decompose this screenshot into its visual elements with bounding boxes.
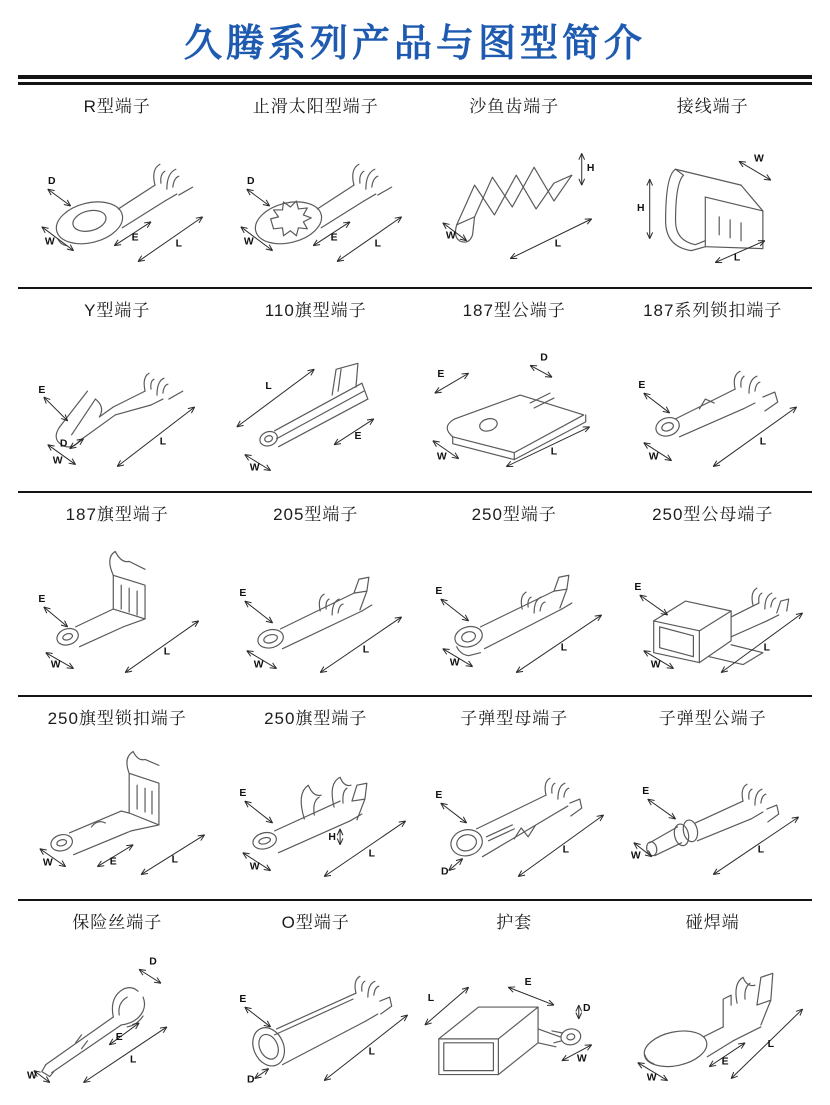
terminal-label: Y型端子 — [84, 289, 150, 321]
terminal-line-art — [18, 117, 217, 287]
svg-text:W: W — [648, 452, 658, 463]
terminal-drawing — [217, 729, 416, 899]
terminal-line-art — [614, 525, 813, 695]
svg-text:L: L — [160, 437, 167, 448]
terminal-line-art — [18, 321, 217, 491]
svg-text:W: W — [249, 862, 259, 873]
svg-text:W: W — [51, 660, 61, 671]
cell-110-flag-terminal — [217, 289, 416, 491]
terminal-drawing — [18, 525, 217, 695]
svg-text:W: W — [253, 660, 263, 671]
terminal-label: 子弹型公端子 — [659, 697, 767, 729]
svg-text:D: D — [246, 1075, 254, 1086]
terminal-line-art — [18, 933, 217, 1103]
svg-text:D: D — [583, 1003, 591, 1014]
svg-text:H: H — [587, 163, 595, 174]
svg-text:W: W — [650, 660, 660, 671]
terminal-label: 187型公端子 — [463, 289, 566, 321]
terminal-drawing — [415, 321, 614, 491]
terminal-label: 250型端子 — [472, 493, 557, 525]
svg-text:L: L — [176, 239, 183, 250]
terminal-drawing — [614, 117, 813, 287]
terminal-label: 187旗型端子 — [66, 493, 169, 525]
svg-text:W: W — [446, 231, 456, 242]
svg-text:E: E — [38, 385, 45, 396]
terminal-drawing — [614, 933, 813, 1103]
cell-250-terminal — [415, 493, 614, 695]
cell-205-terminal — [217, 493, 416, 695]
svg-text:L: L — [563, 845, 570, 856]
svg-text:D: D — [441, 867, 449, 878]
svg-text:E: E — [721, 1057, 728, 1068]
terminal-drawing — [614, 525, 813, 695]
svg-text:E: E — [525, 977, 532, 988]
svg-text:L: L — [362, 645, 369, 656]
terminal-label: 护套 — [496, 901, 532, 933]
terminal-line-art — [614, 321, 813, 491]
svg-text:W: W — [27, 1071, 37, 1082]
cell-250-piggyback-terminal — [614, 493, 813, 695]
svg-text:E: E — [638, 380, 645, 391]
terminal-line-art — [415, 933, 614, 1103]
svg-text:E: E — [437, 369, 444, 380]
terminal-line-art — [614, 933, 813, 1103]
terminal-label: 205型端子 — [273, 493, 358, 525]
svg-text:E: E — [132, 233, 139, 244]
svg-text:L: L — [733, 253, 740, 264]
terminal-drawing — [415, 729, 614, 899]
terminal-drawing — [18, 933, 217, 1103]
terminal-line-art — [415, 729, 614, 899]
svg-text:L: L — [374, 239, 381, 250]
svg-text:E: E — [239, 588, 246, 599]
terminal-label: 110旗型端子 — [265, 289, 367, 321]
svg-text:E: E — [642, 786, 649, 797]
terminal-drawing — [18, 729, 217, 899]
svg-text:D: D — [60, 439, 68, 450]
svg-text:W: W — [437, 452, 447, 463]
svg-text:H: H — [328, 832, 336, 843]
svg-text:E: E — [354, 431, 361, 442]
terminal-drawing — [415, 525, 614, 695]
cell-fuse-terminal — [18, 901, 217, 1103]
terminal-label: 止滑太阳型端子 — [253, 85, 379, 117]
cell-wiring-clip-terminal — [614, 85, 813, 287]
cell-250-flag-terminal — [217, 697, 416, 899]
cell-o-tube-terminal — [217, 901, 416, 1103]
cell-y-fork-terminal — [18, 289, 217, 491]
svg-text:E: E — [239, 788, 246, 799]
terminal-label: 子弹型母端子 — [460, 697, 568, 729]
svg-text:D: D — [540, 352, 548, 363]
svg-text:W: W — [53, 456, 63, 467]
title-divider-thick — [18, 75, 812, 79]
cell-187-male-terminal — [415, 289, 614, 491]
terminal-label: 250旗型端子 — [264, 697, 367, 729]
terminal-line-art — [614, 729, 813, 899]
svg-text:W: W — [630, 851, 640, 862]
terminal-drawing — [217, 117, 416, 287]
cell-250-flag-lock-terminal — [18, 697, 217, 899]
svg-text:W: W — [577, 1054, 587, 1065]
terminal-drawing — [614, 729, 813, 899]
cell-shark-tooth-terminal — [415, 85, 614, 287]
svg-text:L: L — [164, 647, 171, 658]
svg-text:L: L — [130, 1055, 137, 1066]
svg-text:W: W — [646, 1073, 656, 1084]
terminal-line-art — [415, 525, 614, 695]
terminal-drawing — [415, 117, 614, 287]
page-title: 久腾系列产品与图型简介 — [18, 12, 812, 67]
svg-text:E: E — [110, 857, 117, 868]
terminal-line-art — [217, 525, 416, 695]
svg-text:L: L — [555, 239, 562, 250]
svg-text:E: E — [239, 994, 246, 1005]
svg-text:H: H — [637, 203, 645, 214]
svg-text:D: D — [246, 176, 254, 187]
terminal-drawing — [217, 321, 416, 491]
cell-187-flag-terminal — [18, 493, 217, 695]
terminal-drawing — [415, 933, 614, 1103]
terminal-line-art — [217, 321, 416, 491]
cell-bullet-female-terminal — [415, 697, 614, 899]
terminal-label: O型端子 — [282, 901, 350, 933]
terminal-label: R型端子 — [84, 85, 151, 117]
svg-text:L: L — [368, 849, 375, 860]
terminal-label: 碰焊端 — [686, 901, 740, 933]
svg-text:E: E — [116, 1032, 123, 1043]
terminal-row-1 — [18, 85, 812, 287]
terminal-drawing — [217, 525, 416, 695]
svg-text:L: L — [551, 447, 558, 458]
svg-text:L: L — [763, 643, 770, 654]
terminal-line-art — [415, 117, 614, 287]
svg-text:W: W — [43, 858, 53, 869]
terminal-label: 保险丝端子 — [72, 901, 162, 933]
catalog-page — [0, 12, 830, 1103]
svg-text:L: L — [757, 845, 764, 856]
svg-text:L: L — [265, 381, 272, 392]
cell-187-lock-terminal — [614, 289, 813, 491]
svg-text:E: E — [435, 586, 442, 597]
cell-weld-end-terminal — [614, 901, 813, 1103]
svg-text:W: W — [243, 237, 253, 248]
cell-bullet-male-terminal — [614, 697, 813, 899]
terminal-label: 250旗型锁扣端子 — [48, 697, 187, 729]
terminal-line-art — [217, 117, 416, 287]
svg-text:W: W — [45, 237, 55, 248]
svg-text:W: W — [450, 658, 460, 669]
terminal-row-2 — [18, 287, 812, 491]
svg-text:W: W — [753, 153, 763, 164]
svg-text:L: L — [172, 855, 179, 866]
terminal-line-art — [217, 729, 416, 899]
terminal-label: 沙鱼齿端子 — [469, 85, 559, 117]
svg-text:E: E — [330, 233, 337, 244]
terminal-line-art — [18, 729, 217, 899]
svg-text:L: L — [428, 993, 435, 1004]
terminal-label: 187系列锁扣端子 — [643, 289, 782, 321]
svg-text:E: E — [634, 582, 641, 593]
terminal-label: 250型公母端子 — [652, 493, 773, 525]
terminal-line-art — [614, 117, 813, 287]
terminal-row-5 — [18, 899, 812, 1103]
cell-sun-ring-terminal — [217, 85, 416, 287]
svg-text:L: L — [368, 1047, 375, 1058]
cell-sheath-housing — [415, 901, 614, 1103]
svg-text:W: W — [249, 463, 259, 474]
terminal-row-4 — [18, 695, 812, 899]
svg-text:L: L — [561, 643, 568, 654]
terminal-line-art — [415, 321, 614, 491]
terminal-row-3 — [18, 491, 812, 695]
terminal-drawing — [18, 117, 217, 287]
svg-text:D: D — [149, 956, 157, 967]
svg-text:D: D — [48, 176, 56, 187]
cell-ring-terminal — [18, 85, 217, 287]
terminal-line-art — [18, 525, 217, 695]
svg-text:E: E — [38, 594, 45, 605]
svg-text:E: E — [435, 790, 442, 801]
terminal-drawing — [217, 933, 416, 1103]
terminal-drawing — [18, 321, 217, 491]
terminal-line-art — [217, 933, 416, 1103]
svg-text:L: L — [759, 437, 766, 448]
svg-text:L: L — [767, 1039, 774, 1050]
terminal-drawing — [614, 321, 813, 491]
terminal-label: 接线端子 — [677, 85, 749, 117]
